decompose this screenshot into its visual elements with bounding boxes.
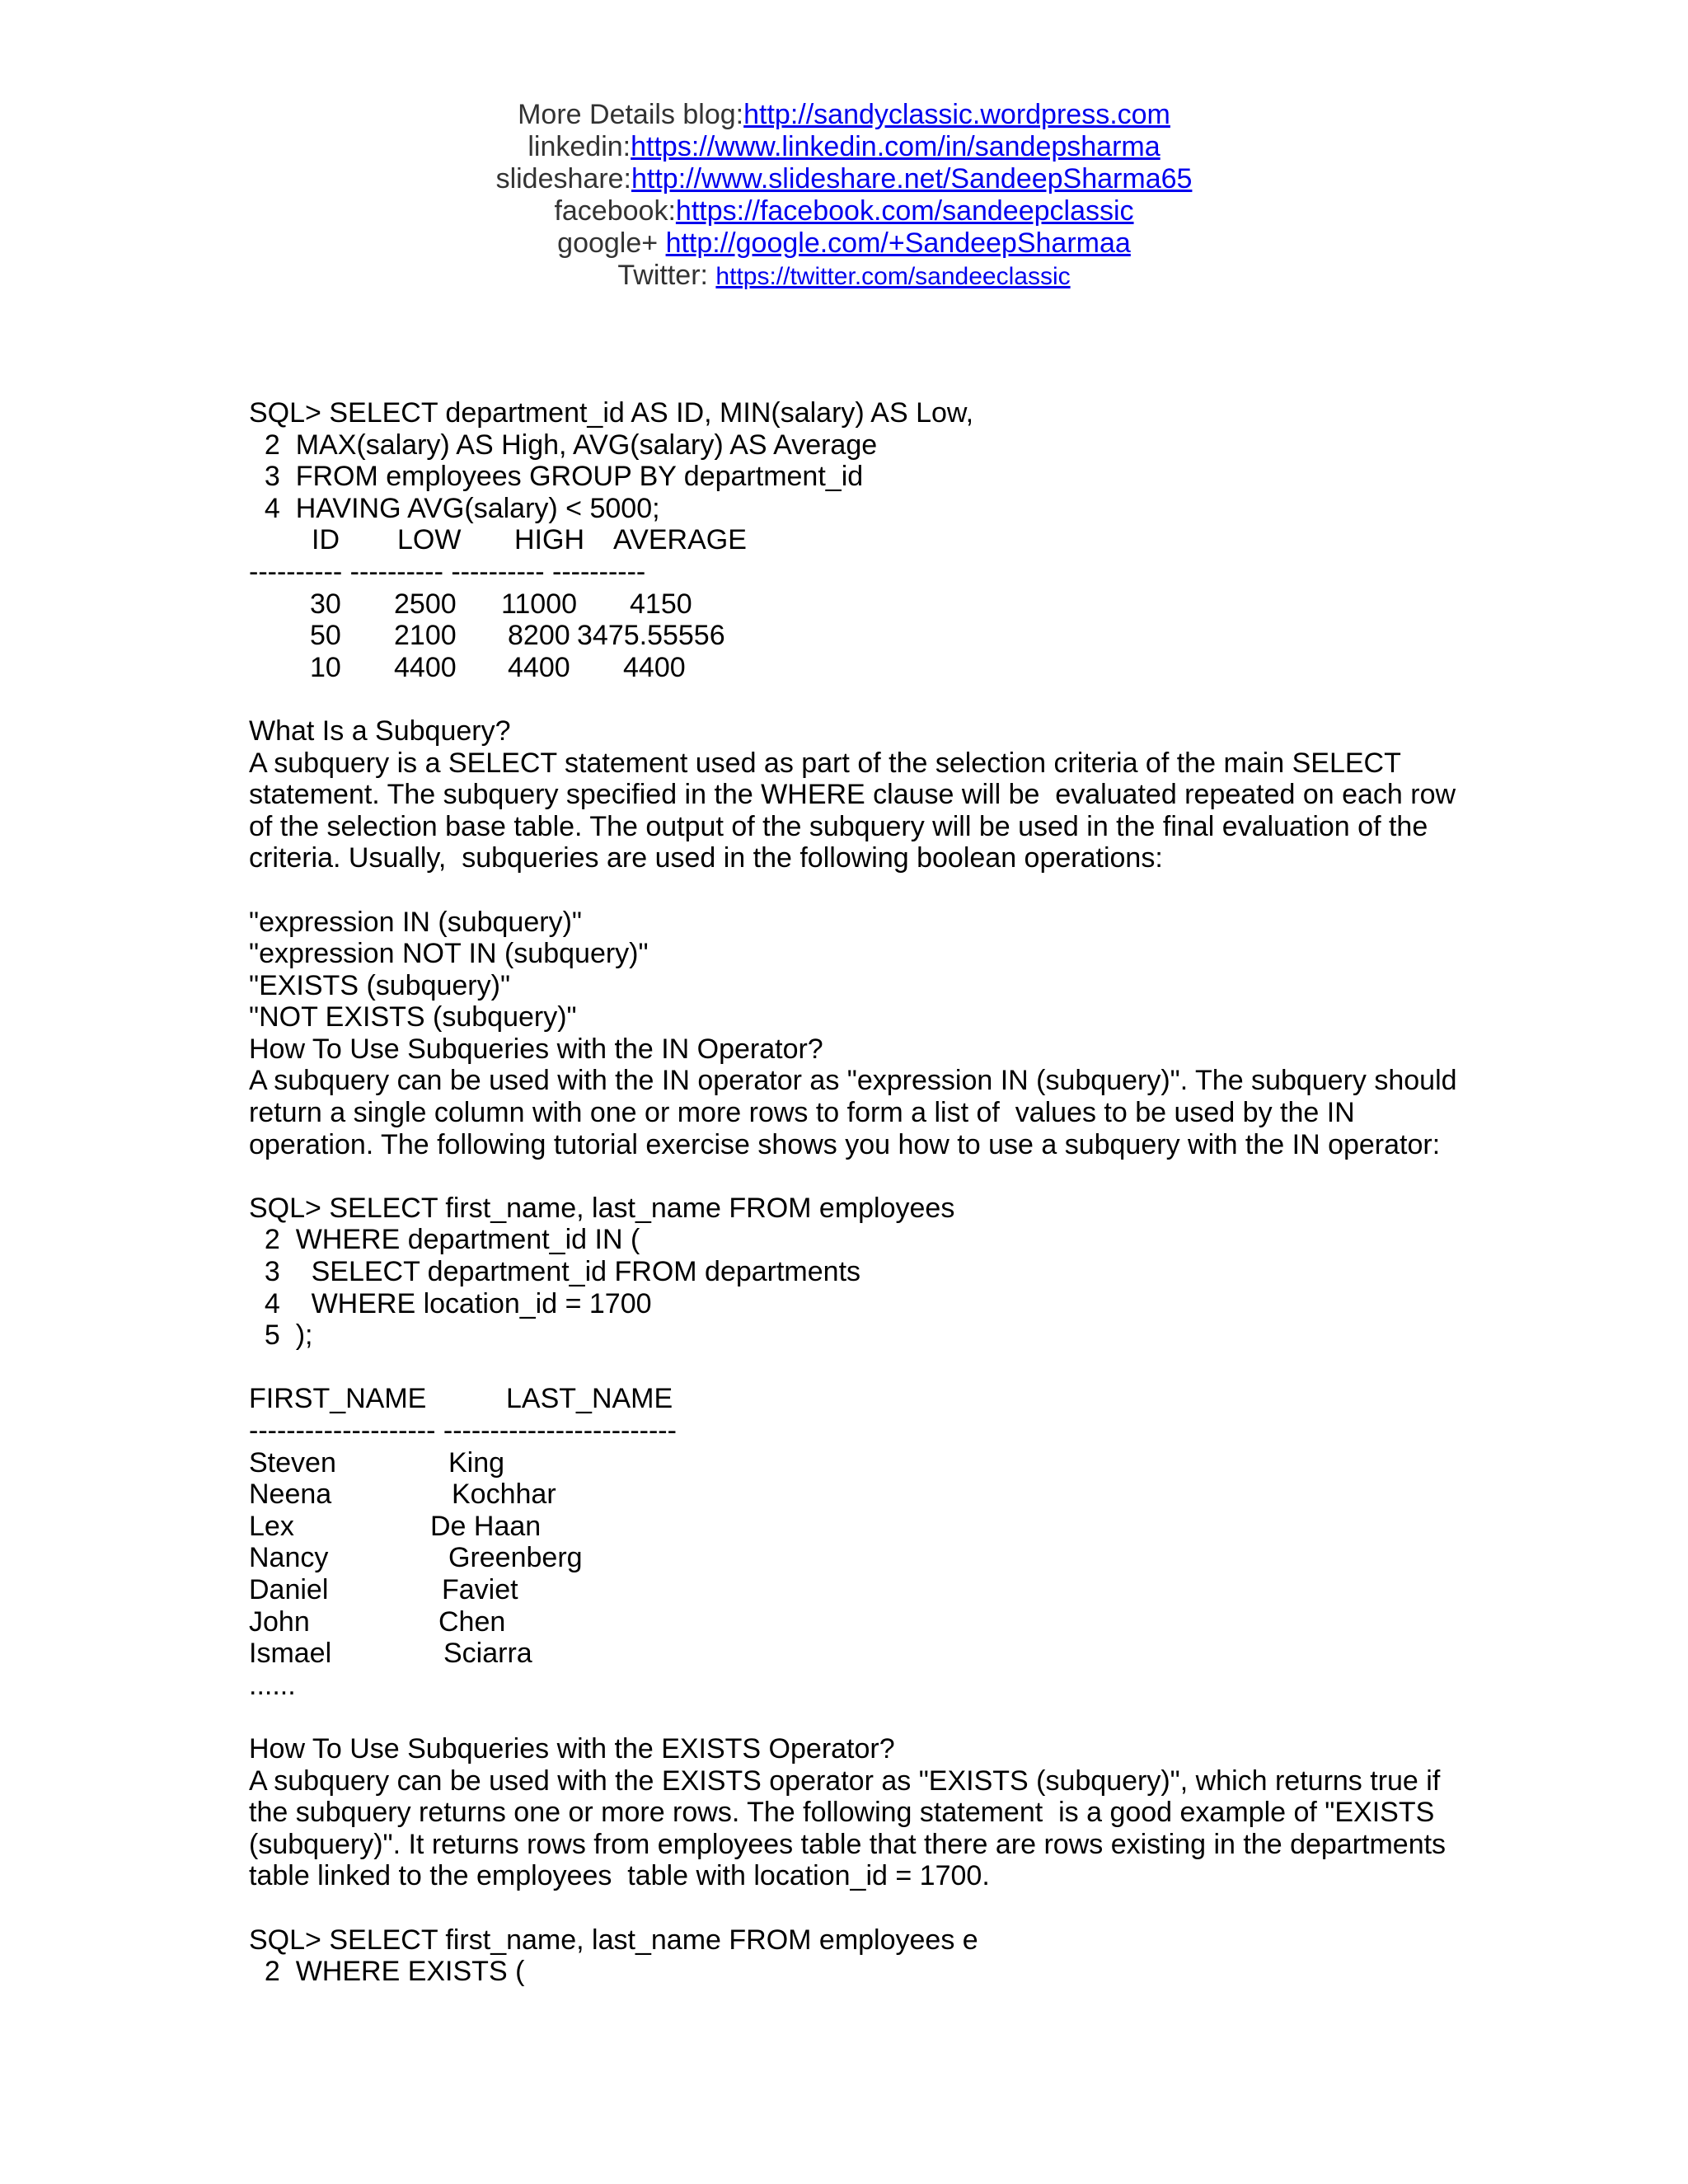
query1-line: 3 FROM employees GROUP BY department_id bbox=[249, 461, 864, 493]
header-google bbox=[0, 227, 1688, 260]
paragraph-line: A subquery can be used with the EXISTS operator as "EXISTS (subquery)", which returns true if bbox=[249, 1765, 1441, 1797]
paragraph-line: (subquery)". It returns rows from employees table that there are rows existing in the departments bbox=[249, 1828, 1447, 1860]
cell-low: 2500 bbox=[394, 588, 457, 620]
column-header-last-name: LAST_NAME bbox=[506, 1383, 673, 1415]
spacer bbox=[249, 1701, 1452, 1733]
blog-link[interactable]: http://sandyclassic.wordpress.com bbox=[743, 99, 1170, 130]
column-header-high: HIGH bbox=[514, 524, 584, 556]
table-row bbox=[249, 1511, 1452, 1543]
document-body bbox=[249, 397, 1457, 1988]
query2-header-row bbox=[249, 1383, 1452, 1415]
cell-first-name: Daniel bbox=[249, 1573, 329, 1605]
header-facebook bbox=[0, 195, 1688, 227]
cell-id: 10 bbox=[310, 651, 341, 683]
linkedin-link[interactable]: https://www.linkedin.com/in/sandepsharma bbox=[631, 131, 1160, 162]
cell-first-name: Neena bbox=[249, 1479, 332, 1511]
spacer bbox=[249, 1160, 1452, 1193]
cell-last-name: De Haan bbox=[430, 1510, 542, 1542]
cell-id: 30 bbox=[310, 588, 341, 620]
paragraph-line: statement. The subquery specified in the WHERE clause will be evaluated repeated on each row bbox=[249, 779, 1456, 811]
cell-high: 11000 bbox=[501, 588, 578, 620]
query1-separator: ---------- ---------- ---------- ---------- bbox=[249, 555, 646, 588]
header-twitter bbox=[0, 260, 1688, 293]
table-row bbox=[249, 588, 1452, 621]
table-row bbox=[249, 1574, 1452, 1606]
cell-last-name: Chen bbox=[438, 1605, 506, 1638]
query2-separator: -------------------- ------------------------- bbox=[249, 1415, 677, 1446]
paragraph-line: A subquery is a SELECT statement used as part of the selection criteria of the main SELECT bbox=[249, 747, 1401, 779]
section-heading-subquery: What Is a Subquery? bbox=[249, 715, 511, 747]
facebook-link[interactable]: https://facebook.com/sandeepclassic bbox=[675, 195, 1134, 227]
cell-first-name: John bbox=[249, 1605, 310, 1638]
facebook-label: facebook: bbox=[554, 195, 676, 227]
cell-first-name: Lex bbox=[249, 1510, 294, 1542]
query3-line: 2 WHERE EXISTS ( bbox=[249, 1956, 525, 1988]
slideshare-link[interactable]: http://www.slideshare.net/SandeepSharma65 bbox=[631, 163, 1193, 194]
cell-first-name: Steven bbox=[249, 1446, 336, 1479]
cell-low: 2100 bbox=[394, 620, 457, 652]
column-header-low: LOW bbox=[397, 524, 462, 556]
paragraph-line: table linked to the employees table with location_id = 1700. bbox=[249, 1860, 990, 1892]
ellipsis: ...... bbox=[249, 1669, 296, 1701]
cell-low: 4400 bbox=[394, 651, 457, 683]
cell-last-name: Greenberg bbox=[448, 1542, 583, 1574]
spacer bbox=[249, 874, 1452, 907]
paragraph-line: A subquery can be used with the IN operator as "expression IN (subquery)". The subquery should bbox=[249, 1065, 1457, 1097]
spacer bbox=[249, 683, 1452, 715]
header-blog bbox=[0, 99, 1688, 131]
query1-line: 2 MAX(salary) AS High, AVG(salary) AS Average bbox=[249, 429, 878, 461]
cell-high: 8200 bbox=[508, 620, 570, 652]
query3-line: SQL> SELECT first_name, last_name FROM employees e bbox=[249, 1924, 978, 1956]
table-row bbox=[249, 652, 1452, 684]
table-row bbox=[249, 1638, 1452, 1670]
table-row bbox=[249, 620, 1452, 652]
google-label: google+ bbox=[557, 227, 666, 259]
column-header-first-name: FIRST_NAME bbox=[249, 1383, 427, 1415]
query2-line: SQL> SELECT first_name, last_name FROM employees bbox=[249, 1192, 955, 1224]
query1-header-row bbox=[249, 524, 1452, 556]
query2-line: 4 WHERE location_id = 1700 bbox=[249, 1287, 652, 1319]
operation-item: "NOT EXISTS (subquery)" bbox=[249, 1001, 577, 1033]
query2-line: 5 ); bbox=[249, 1319, 313, 1352]
paragraph-line: the subquery returns one or more rows. The following statement is a good example of "EXISTS bbox=[249, 1797, 1435, 1829]
paragraph-line: of the selection base table. The output of the subquery will be used in the final evaluation of the bbox=[249, 810, 1428, 842]
cell-last-name: Faviet bbox=[442, 1573, 518, 1605]
google-link[interactable]: http://google.com/+SandeepSharmaa bbox=[665, 227, 1131, 259]
section-heading-in: How To Use Subqueries with the IN Operator? bbox=[249, 1033, 823, 1065]
cell-last-name: Kochhar bbox=[452, 1479, 556, 1511]
cell-first-name: Ismael bbox=[249, 1638, 332, 1670]
cell-id: 50 bbox=[310, 620, 341, 652]
header-slideshare bbox=[0, 163, 1688, 195]
query2-line: 2 WHERE department_id IN ( bbox=[249, 1224, 640, 1256]
cell-first-name: Nancy bbox=[249, 1542, 329, 1574]
column-header-id: ID bbox=[312, 524, 340, 556]
operation-item: "expression IN (subquery)" bbox=[249, 906, 582, 938]
operation-item: "expression NOT IN (subquery)" bbox=[249, 938, 649, 970]
table-row bbox=[249, 1447, 1452, 1479]
twitter-label: Twitter: bbox=[617, 260, 716, 291]
paragraph-line: operation. The following tutorial exercise shows you how to use a subquery with the IN operator: bbox=[249, 1128, 1441, 1160]
query2-line: 3 SELECT department_id FROM departments bbox=[249, 1256, 861, 1288]
table-row bbox=[249, 1606, 1452, 1638]
paragraph-line: return a single column with one or more rows to form a list of values to be used by the IN bbox=[249, 1097, 1355, 1129]
table-row bbox=[249, 1479, 1452, 1511]
operation-item: "EXISTS (subquery)" bbox=[249, 969, 511, 1001]
query1-line: SQL> SELECT department_id AS ID, MIN(salary) AS Low, bbox=[249, 397, 974, 429]
blog-label: More Details blog: bbox=[518, 99, 744, 130]
section-heading-exists: How To Use Subqueries with the EXISTS Operator? bbox=[249, 1732, 895, 1765]
query1-line: 4 HAVING AVG(salary) < 5000; bbox=[249, 492, 660, 524]
cell-last-name: Sciarra bbox=[443, 1638, 532, 1670]
paragraph-line: criteria. Usually, subqueries are used in the following boolean operations: bbox=[249, 842, 1163, 874]
table-row bbox=[249, 1542, 1452, 1574]
linkedin-label: linkedin: bbox=[528, 131, 631, 162]
twitter-link[interactable]: https://twitter.com/sandeeclassic bbox=[715, 263, 1071, 290]
column-header-average: AVERAGE bbox=[613, 524, 747, 556]
cell-last-name: King bbox=[448, 1446, 505, 1479]
header-linkedin bbox=[0, 131, 1688, 163]
slideshare-label: slideshare: bbox=[495, 163, 631, 194]
cell-average: 4150 bbox=[630, 588, 692, 620]
cell-average: 4400 bbox=[623, 651, 686, 683]
cell-high: 4400 bbox=[508, 651, 570, 683]
spacer bbox=[249, 1352, 1452, 1384]
spacer bbox=[249, 1892, 1452, 1924]
cell-average: 3475.55556 bbox=[577, 620, 725, 652]
